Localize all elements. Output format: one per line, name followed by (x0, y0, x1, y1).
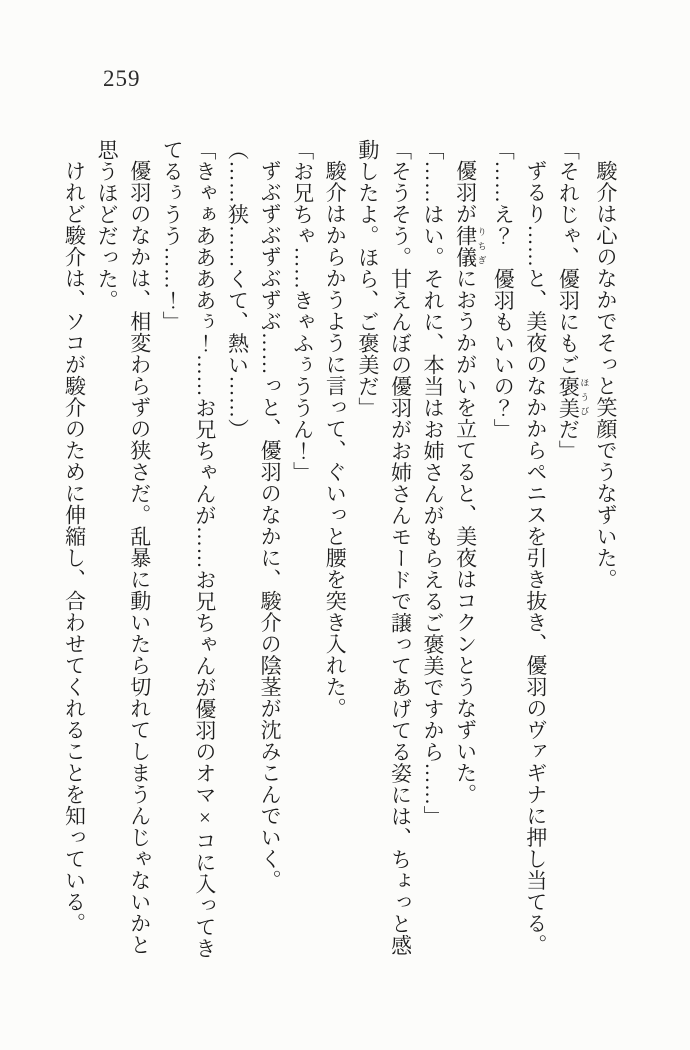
text-column: 「……え？ 優羽もいいの？」 (491, 139, 516, 440)
text-column: 駿介は心のなかでそっと笑顔でうなずいた。 (594, 160, 618, 590)
text-column: 「それじゃ、優羽にもご褒美 ほうびだ」 (556, 139, 590, 462)
furigana-annotation: 律儀 りちぎ (453, 224, 487, 268)
text-column: ずるり……と、美夜のなかからペニスを引き抜き、優羽のヴァギナに押し当てる。 (523, 160, 548, 956)
text-column: てるぅうう……！」 (160, 139, 185, 333)
page-number: 259 (103, 66, 141, 91)
text-column: 優羽が律儀 りちぎにおうかがいを立てると、美夜はコクンとうなずいた。 (453, 160, 487, 805)
text-column: 思うほどだった。 (95, 139, 120, 311)
text-column: 「お兄ちゃ……きゃふぅううん！」 (290, 139, 315, 483)
text-column: 「……はい。それに、本当はお姉さんがもらえるご褒美ですから……」 (421, 139, 446, 827)
vertical-text-area (62, 139, 622, 1019)
text-column: 動したよ。ほら、ご褒美だ」 (355, 139, 380, 419)
text-column: 「きゃぁああああぅ！……お兄ちゃんが……お兄ちゃんが優羽のオマ×コに入ってき (192, 139, 217, 959)
furigana-annotation: 褒美 ほうび (556, 375, 590, 419)
text-column: けれど駿介は、ソコが駿介のために伸縮し、合わせてくれることを知っている。 (62, 160, 87, 934)
text-column: （……狭……くて、熱い……） (225, 139, 250, 440)
text-column: 「そうそう。甘えんぼの優羽がお姉さんモードで譲ってあげてる姿には、ちょっと感 (388, 139, 413, 956)
text-column: 駿介はからかうように言って、ぐいっと腰を突き入れた。 (323, 160, 348, 719)
text-column: ずぶずぶずぶずぶ……っと、優羽のなかに、駿介の陰茎が沈みこんでいく。 (258, 160, 283, 891)
text-column: 優羽のなかは、相変わらずの狭さだ。乱暴に動いたら切れてしまうんじゃないかと (127, 160, 152, 956)
